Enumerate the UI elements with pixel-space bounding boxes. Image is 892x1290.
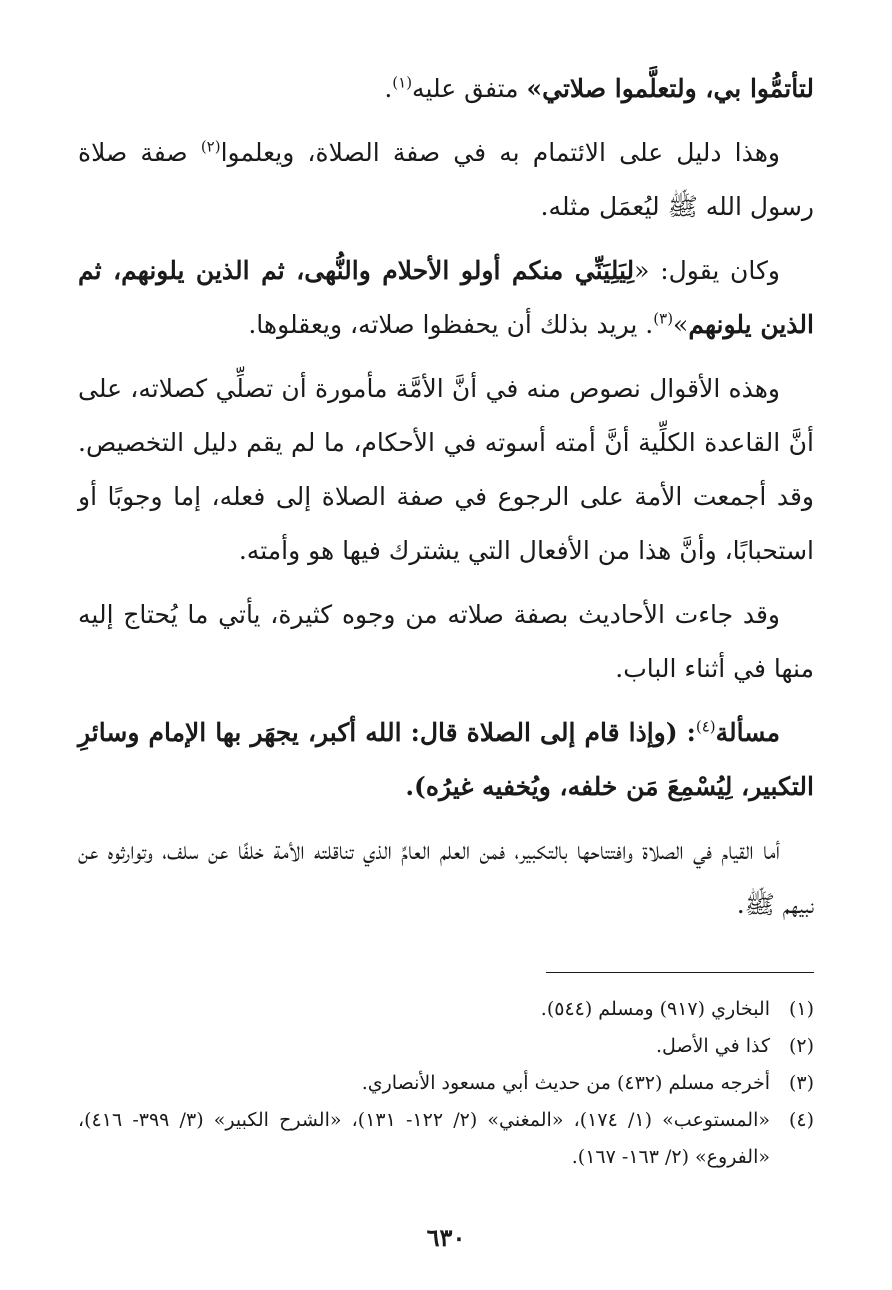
text-segment: مسألة <box>715 718 780 747</box>
text-segment: » <box>673 310 689 339</box>
text-segment: وكان يقول: « <box>634 256 780 285</box>
document-page <box>78 62 814 1252</box>
paragraph-4 <box>78 362 814 578</box>
footnote-number: (٢) <box>788 1035 814 1057</box>
text-segment: . <box>384 74 393 103</box>
text-segment: أما القيام في الصلاة وافتتاحها بالتكبير، فمن العلم العامِّ الذي تناقلته الأمة خلفًا عن سلف، وتوارثوه عن نبيهم ﷺ. <box>78 836 814 919</box>
footnote-text: أخرجه مسلم (٤٣٢) من حديث أبي مسعود الأنصاري. <box>361 1072 770 1094</box>
footnote-number: (١) <box>788 998 814 1020</box>
footnote-reference[interactable]: (٣) <box>653 309 674 328</box>
footnote-reference[interactable]: (٢) <box>200 137 221 156</box>
paragraph-3 <box>78 244 814 352</box>
text-segment: متفق عليه <box>412 74 527 103</box>
page-number: ٦٣٠ <box>426 1223 466 1252</box>
footnote-number: (٤) <box>788 1109 814 1131</box>
footnote-4 <box>78 1102 814 1176</box>
footnote-text: البخاري (٩١٧) ومسلم (٥٤٤). <box>540 998 770 1020</box>
text-segment: لتأتمُّوا بي، ولتعلَّموا صلاتي» <box>526 74 814 103</box>
text-segment: . يريد بذلك أن يحفظوا صلاته، ويعقلوها. <box>248 310 654 339</box>
text-segment: : (وإذا قام إلى الصلاة قال: الله أكبر، يجهَر بها الإمام وسائرِ التكبير، لِيُسْمِعَ مَن خلفه، ويُخفيه غيرُه). <box>78 718 814 801</box>
text-segment: وقد جاءت الأحاديث بصفة صلاته من وجوه كثيرة، يأتي ما يُحتاج إليه منها في أثناء الباب. <box>78 600 814 683</box>
paragraph-1 <box>78 62 814 116</box>
footnote-text: «المستوعب» (١/ ١٧٤)، «المغني» (٢/ ١٢٢- ١٣١)، «الشرح الكبير» (٣/ ٣٩٩- ٤١٦)، «الفروع» (٢/ ١٦٣- ١٦٧). <box>78 1109 770 1168</box>
footnote-number: (٣) <box>788 1072 814 1094</box>
footnote-3 <box>78 1065 814 1102</box>
footnote-reference[interactable]: (١) <box>392 73 413 92</box>
paragraph-2 <box>78 126 814 234</box>
footnote-divider <box>546 972 814 973</box>
paragraph-6-masala-heading <box>78 706 814 814</box>
footnote-1 <box>78 991 814 1028</box>
body-text <box>78 62 814 932</box>
paragraph-7 <box>78 824 814 932</box>
text-segment: صفة صلاة رسول الله ﷺ ليُعمَل مثله. <box>78 138 814 221</box>
text-segment: وهذه الأقوال نصوص منه في أنَّ الأمَّة مأمورة أن تصلِّي كصلاته، على أنَّ القاعدة الكلِّية أنَّ أمته أسوته في الأحكام، ما لم يقم دليل التخصيص. وقد أجمعت الأمة على الرجوع في صفة الصلاة إلى فعله، إما وجوبًا أو استحبابًا، وأنَّ هذا من الأفعال التي يشترك فيها هو وأمته. <box>78 374 814 565</box>
text-segment: وهذا دليل على الائتمام به في صفة الصلاة، ويعلموا <box>220 138 780 167</box>
footnote-2 <box>78 1028 814 1065</box>
paragraph-5 <box>78 588 814 696</box>
text-segment: لِيَلِيَنِّي منكم أولو الأحلام والنُّهى، ثم الذين يلونهم، ثم الذين يلونهم <box>78 256 814 339</box>
footnote-reference[interactable]: (٤) <box>695 717 716 736</box>
footnotes <box>78 991 814 1176</box>
footnote-text: كذا في الأصل. <box>656 1035 770 1057</box>
